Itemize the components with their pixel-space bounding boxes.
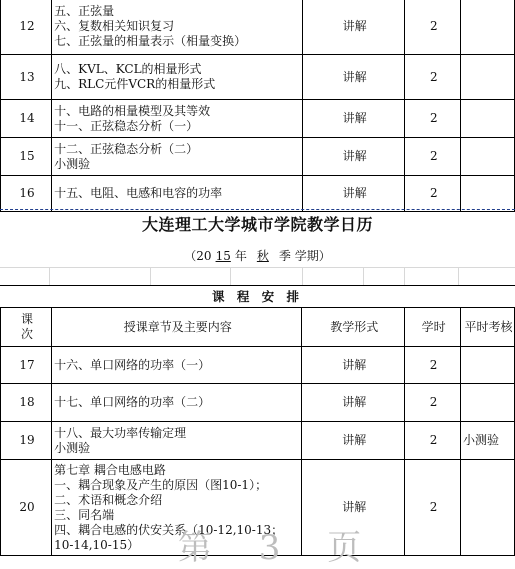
term-year: 15 [215,249,231,263]
content-line: 十六、单口网络的功率（一） [54,357,211,372]
class-hours: 2 [405,176,461,212]
class-hours: 2 [405,55,461,100]
content-line: 四、耦合电感的伏安关系（10-12,10-13；10-14,10-15） [54,522,284,552]
session-number: 12 [1,0,52,55]
faint-grid [0,267,515,285]
content-line: 十一、正弦稳态分析（一） [54,118,199,133]
page-break-line [0,209,515,210]
teaching-form: 讲解 [302,100,405,138]
table-row [1,0,515,55]
upper-schedule-table [0,0,515,212]
class-hours: 2 [405,100,461,138]
header-content: 授课章节及主要内容 [52,308,302,347]
content-line: 十七、单口网络的功率（二） [54,395,211,409]
session-content [52,0,303,55]
content-line: 七、正弦量的相量表示（相量变换） [54,34,247,48]
term-prefix: （20 [184,249,212,263]
class-hours: 2 [405,0,461,55]
teaching-form: 讲解 [302,384,405,422]
assessment [461,55,515,100]
assessment [461,100,515,138]
teaching-form: 讲解 [302,55,405,100]
table-row [1,138,515,176]
content-line: 三、同名端 [54,507,115,522]
term-line [0,247,515,264]
session-content [52,176,303,212]
teaching-form: 讲解 [302,176,405,212]
content-line: 十二、正弦稳态分析（二） [54,141,199,156]
content-line: 二、术语和概念介绍 [54,492,163,507]
session-number: 16 [1,176,52,212]
content-line: 八、KVL、KCL的相量形式 [54,62,202,76]
content-line: 第七章 耦合电感电路 [54,462,166,477]
table-row [1,100,515,138]
page-number-watermark: 第 3 页 [178,528,380,568]
session-content [52,138,303,176]
header-no [1,308,52,347]
page-title: 大连理工大学城市学院教学日历 [141,215,373,234]
session-number: 15 [1,138,52,176]
class-hours: 2 [405,347,461,384]
content-line: 十五、电阻、电感和电容的功率 [54,186,223,200]
header-form: 教学形式 [302,308,405,347]
lower-schedule-table [0,307,515,556]
term-suffix: 季 学期） [278,249,331,263]
content-line: 五、正弦量 [54,4,115,18]
session-number: 19 [1,422,52,460]
content-line: 九、RLC元件VCR的相量形式 [54,77,216,91]
class-hours: 2 [405,422,461,460]
teaching-form: 讲解 [302,138,405,176]
assessment [461,347,515,384]
session-number: 14 [1,100,52,138]
session-content [52,384,302,422]
assessment [461,460,515,556]
content-line: 十、电路的相量模型及其等效 [54,103,211,118]
content-line: 六、复数相关知识复习 [54,19,175,33]
assessment: 小测验 [461,422,515,460]
class-hours: 2 [405,138,461,176]
teaching-form: 讲解 [302,422,405,460]
table-row [1,384,515,422]
session-content [52,347,302,384]
content-line: 小测验 [54,440,91,455]
assessment [461,176,515,212]
session-number: 20 [1,460,52,556]
session-content [52,100,303,138]
session-content [52,422,302,460]
section-title: 课 程 安 排 [0,285,515,308]
header-hours: 学时 [405,308,461,347]
content-line: 十八、最大功率传输定理 [54,425,187,440]
teaching-form: 讲解 [302,0,405,55]
term-season: 秋 [256,249,269,263]
assessment [461,0,515,55]
class-hours: 2 [405,384,461,422]
header-assess: 平时考核 [461,308,515,347]
class-hours: 2 [405,460,461,556]
session-content [52,55,303,100]
header-no-char2: 次 [21,327,34,341]
session-number: 17 [1,347,52,384]
assessment [461,384,515,422]
session-number: 13 [1,55,52,100]
session-number: 18 [1,384,52,422]
content-line: 小测验 [54,156,91,171]
header-row [1,308,515,347]
assessment [461,138,515,176]
teaching-form: 讲解 [302,460,405,556]
table-row [1,422,515,460]
teaching-form: 讲解 [302,347,405,384]
header-no-char1: 课 [21,312,34,326]
term-year-label: 年 [234,249,247,263]
table-row [1,176,515,212]
content-line: 一、耦合现象及产生的原因（图10-1）； [54,477,268,492]
table-row [1,347,515,384]
table-row [1,55,515,100]
